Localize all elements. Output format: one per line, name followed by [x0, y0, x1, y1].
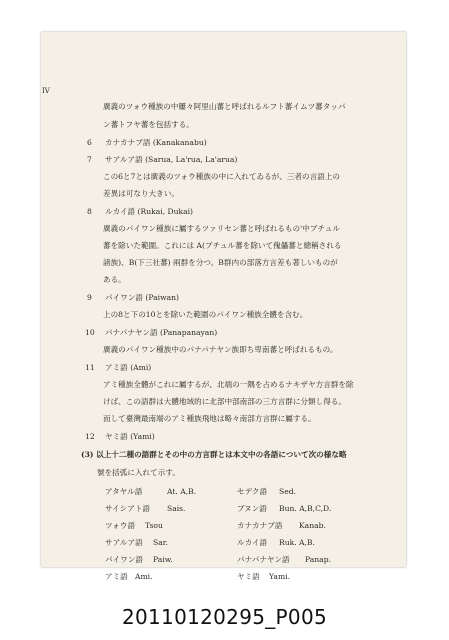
abbr-row	[105, 572, 196, 589]
abbr-row	[237, 487, 331, 504]
entry-body-line: 廣義のパイワン種族中のパナパナヤン族即ち卑南蕃と呼ばれるもの。	[103, 345, 338, 354]
abbr-row	[105, 521, 196, 538]
entry-body-line: 上の8と下の10とを除いた範圍のパイワン種族全體を含む。	[103, 310, 308, 319]
entry-number: 6	[87, 138, 92, 147]
language-abbr: Ruk. A,B.	[279, 538, 315, 547]
note-line: (3) 以上十二種の語群とその中の方言群とは本文中の各語について次の様な略	[81, 450, 347, 459]
entry-number: 8	[87, 207, 92, 216]
entry-body-line: 諸族)、B(下三社蕃) 兩群を分つ。B群内の部落方言差も著しいものが	[103, 258, 338, 267]
entry-body-line: けば、この語群は大體地域的に北部中部南部の三方言群に分類し得る。	[103, 397, 346, 406]
entry-title: ルカイ語 (Rukai, Dukai)	[105, 207, 194, 216]
language-name: パイワン語	[105, 555, 143, 564]
abbr-row	[237, 538, 331, 555]
entry-body-line: 廣義のパイワン種族に屬するツァリセン蕃と呼ばれるもの'中ブチュル	[103, 224, 340, 233]
entry-number: 10	[85, 328, 95, 337]
abbr-left-column	[105, 487, 196, 589]
note-line: 號を括弧に入れて示す。	[97, 468, 180, 477]
entry-number: 9	[87, 293, 92, 302]
language-abbr: Panap.	[305, 555, 331, 564]
entry-body-line: この6と7とは廣義のツォウ種族の中に入れてゐるが、三者の言語上の	[103, 172, 341, 181]
language-name: ルカイ語	[237, 538, 268, 547]
language-name: サイシアト語	[105, 504, 151, 513]
abbr-row	[105, 504, 196, 521]
entry-number: 11	[85, 363, 95, 372]
language-abbr: Ami.	[135, 572, 153, 581]
language-name: アタヤル語	[105, 487, 143, 496]
entry-title: カナカナブ語 (Kanakanabu)	[105, 138, 207, 147]
abbr-row	[237, 555, 331, 572]
language-abbr: Bun. A,B,C,D.	[279, 504, 332, 513]
entry-title: パイワン語 (Paiwan)	[105, 293, 179, 302]
entry-body-line: ある。	[103, 275, 126, 284]
language-abbr: Yami.	[269, 572, 290, 581]
entry-body-line: 而して臺灣最南端のアミ種族飛地は略々南部方言群に屬する。	[103, 414, 316, 423]
intro-line: ン蕃トフヤ蕃を包括する。	[103, 120, 194, 129]
page-content	[41, 32, 406, 581]
language-name: ブヌン語	[237, 504, 267, 513]
abbr-row	[105, 555, 196, 572]
entry-body-line: 蕃を除いた範圍。これには A(ブチュル蕃を除いて傀儡蕃と總稱される	[103, 241, 342, 250]
language-name: ツォウ語	[105, 521, 136, 530]
abbr-row	[105, 487, 196, 504]
abbr-row	[237, 504, 331, 521]
entry-body-line: アミ種族全體がこれに屬するが、北端の一隅を占めるナキザヤ方言群を除	[103, 380, 354, 389]
language-name: セデク語	[237, 487, 268, 496]
language-abbr: Kanab.	[299, 521, 326, 530]
entry-title: アミ語 (Ami)	[105, 363, 152, 372]
abbr-right-column	[237, 487, 331, 589]
entry-title: ヤミ語 (Yami)	[105, 432, 155, 441]
entry-title: サアルア語 (Sarua, La'rua, La'arua)	[105, 155, 238, 164]
abbr-row	[105, 538, 196, 555]
page-number: IV	[42, 87, 50, 95]
language-abbr: Sed.	[279, 487, 296, 496]
entry-number: 7	[87, 155, 92, 164]
archive-caption: 20110120295_P005	[121, 605, 327, 629]
entry-body-line: 差異は可なり大きい。	[103, 189, 179, 198]
language-name: パナパナヤン語	[237, 555, 290, 564]
document-page	[41, 32, 406, 581]
language-abbr: Sais.	[167, 504, 186, 513]
abbr-row	[237, 572, 331, 589]
language-abbr: Paiw.	[153, 555, 173, 564]
entry-title: パナパナヤン語 (Panapanayan)	[105, 328, 218, 337]
language-name: サアルア語	[105, 538, 143, 547]
abbr-row	[237, 521, 331, 538]
language-name: カナカナブ語	[237, 521, 283, 530]
entry-number: 12	[85, 432, 95, 441]
language-name: アミ語	[105, 572, 128, 581]
intro-line: 廣義のツォウ種族の中屢々阿里山蕃と呼ばれるルフト蕃イムツ蕃タッパ	[103, 102, 346, 111]
language-abbr: At. A,B.	[167, 487, 197, 496]
language-name: ヤミ語	[237, 572, 260, 581]
language-abbr: Tsou	[145, 521, 163, 530]
language-abbr: Sar.	[153, 538, 168, 547]
